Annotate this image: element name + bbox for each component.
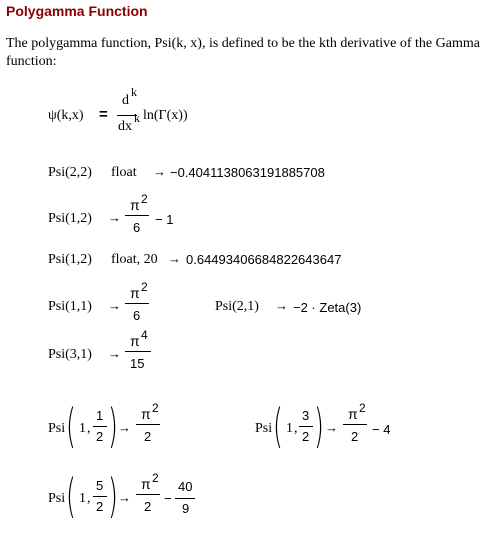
fraction-numerator: 40: [178, 479, 193, 494]
definition-lhs: ψ(k,x): [48, 108, 84, 123]
arrow-icon: →: [118, 420, 131, 435]
result-lhs: Psi(1,1): [48, 299, 92, 314]
fraction-numerator: π: [141, 406, 151, 422]
fraction-numerator: π: [130, 333, 140, 349]
fraction-bar: [175, 498, 195, 499]
result-value: −0.4041138063191885708: [170, 165, 325, 180]
fraction-exponent: 2: [359, 401, 366, 415]
fraction-denominator: 6: [133, 220, 141, 235]
fraction-bar: [125, 215, 149, 216]
right-paren: ): [108, 469, 118, 523]
arg-fraction: [299, 409, 313, 449]
arg-fraction: [93, 479, 107, 519]
fraction-numerator: π: [141, 476, 151, 492]
result-lhs: Psi(1,2): [48, 252, 92, 267]
derivative-num-exp: k: [131, 85, 137, 99]
derivative-den-base: dx: [118, 119, 132, 134]
arg-k: 1: [79, 491, 86, 506]
derivative-num-base: d: [122, 93, 129, 108]
result-tail: − 4: [372, 422, 391, 437]
function-name: Psi: [255, 421, 273, 436]
result-fraction: [125, 193, 149, 241]
arg-k: 1: [79, 421, 86, 436]
arrow-icon: →: [153, 164, 166, 179]
function-name: Psi: [48, 491, 66, 506]
fraction-bar: [136, 494, 160, 495]
arrow-icon: →: [325, 420, 338, 435]
definition-equals: =: [99, 106, 108, 123]
fraction-denominator: 9: [182, 501, 190, 516]
arg-fraction: [93, 409, 107, 449]
arrow-icon: →: [108, 298, 121, 313]
result-value: 0.64493406684822643647: [186, 252, 342, 267]
fraction-bar: [299, 426, 313, 427]
arrow-icon: →: [118, 490, 131, 505]
arg-comma: ,: [87, 421, 91, 436]
arg-comma: ,: [87, 491, 91, 506]
fraction-numerator: π: [130, 285, 140, 301]
derivative-fraction: [117, 85, 143, 143]
result-lhs: Psi(3,1): [48, 347, 92, 362]
left-paren: (: [66, 469, 76, 523]
fraction-denominator: 2: [144, 429, 152, 444]
fraction-exponent: 2: [141, 192, 148, 206]
result-modifier: float, 20: [111, 252, 158, 267]
arg-denominator: 2: [302, 429, 310, 444]
function-name: Psi: [48, 421, 66, 436]
result-fraction: [125, 281, 149, 329]
fraction-denominator: 2: [144, 499, 152, 514]
result-lhs: Psi(2,2): [48, 165, 92, 180]
result-value: −2 · Zeta(3): [293, 300, 362, 315]
fraction-numerator: π: [130, 197, 140, 213]
fraction-bar: [343, 424, 367, 425]
fraction-exponent: 2: [152, 401, 159, 415]
left-paren: (: [273, 399, 283, 453]
result-fraction: [136, 472, 160, 520]
result-fraction: [125, 329, 151, 377]
arrow-icon: →: [275, 298, 288, 313]
right-paren: ): [108, 399, 118, 453]
fraction-exponent: 2: [152, 471, 159, 485]
page-title: Polygamma Function: [6, 3, 148, 19]
left-paren: (: [66, 399, 76, 453]
arrow-icon: →: [108, 346, 121, 361]
fraction-denominator: 15: [130, 356, 145, 371]
result-fraction: [343, 402, 367, 450]
second-fraction: [175, 477, 195, 521]
arg-k: 1: [286, 421, 293, 436]
fraction-bar: [125, 303, 149, 304]
minus-sign: −: [164, 491, 172, 506]
arrow-icon: →: [108, 210, 121, 225]
right-paren: ): [314, 399, 324, 453]
fraction-denominator: 2: [351, 429, 359, 444]
definition-body: ln(Γ(x)): [143, 108, 188, 123]
result-lhs: Psi(2,1): [215, 299, 259, 314]
intro-paragraph: The polygamma function, Psi(k, x), is defined to be the kth derivative of the Gamma function:: [6, 36, 480, 69]
derivative-den-exp: k: [134, 111, 140, 125]
result-fraction: [136, 402, 160, 450]
arg-denominator: 2: [96, 429, 104, 444]
fraction-bar: [93, 496, 107, 497]
arg-numerator: 5: [96, 478, 104, 493]
fraction-bar: [93, 426, 107, 427]
fraction-exponent: 4: [141, 328, 148, 342]
arg-numerator: 3: [302, 408, 310, 423]
arg-denominator: 2: [96, 499, 104, 514]
result-lhs: Psi(1,2): [48, 211, 92, 226]
fraction-exponent: 2: [141, 280, 148, 294]
arg-comma: ,: [294, 421, 298, 436]
arg-numerator: 1: [96, 408, 104, 423]
fraction-bar: [125, 351, 151, 352]
fraction-bar: [136, 424, 160, 425]
arrow-icon: →: [168, 251, 181, 266]
fraction-denominator: 6: [133, 308, 141, 323]
result-modifier: float: [111, 165, 137, 180]
fraction-numerator: π: [348, 406, 358, 422]
result-tail: − 1: [155, 212, 174, 227]
